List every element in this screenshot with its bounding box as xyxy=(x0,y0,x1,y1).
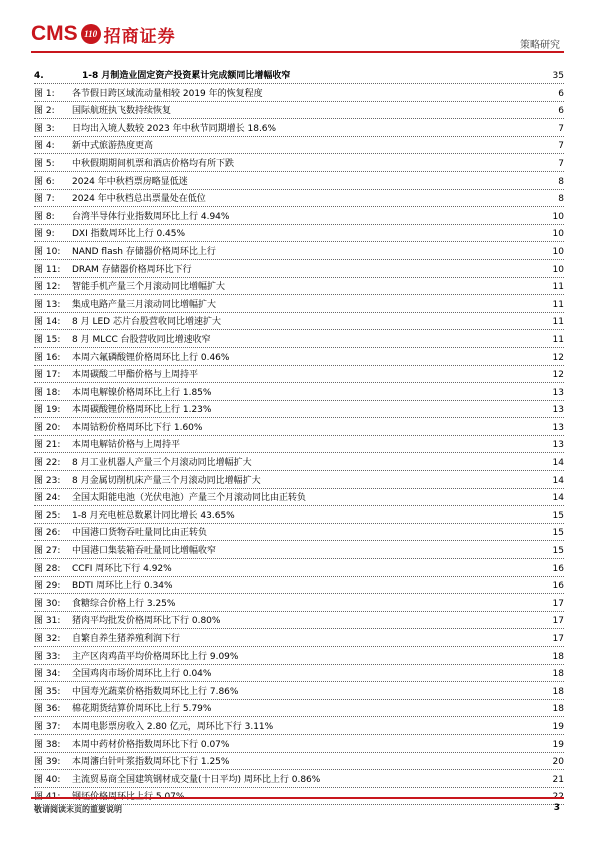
toc-figure-index: 图 33: xyxy=(34,651,61,662)
toc-figure-label: 8 月 LED 芯片台股营收同比增速扩大 xyxy=(72,317,221,328)
toc-figure-page: 12 xyxy=(552,352,564,363)
report-category: 策略研究 xyxy=(520,40,560,51)
toc-figure-label: 自繁自养生猪养殖利润下行 xyxy=(72,634,181,644)
toc-figure-index: 图 2: xyxy=(34,106,55,117)
toc-figure-page: 17 xyxy=(552,616,564,627)
toc-figure-entry[interactable] xyxy=(34,366,564,384)
toc-section-entry[interactable] xyxy=(34,62,564,84)
toc-figure-index: 图 28: xyxy=(34,563,61,574)
toc-figure-page: 12 xyxy=(552,370,564,381)
toc-figure-page: 16 xyxy=(552,581,564,592)
toc-figure-entry[interactable] xyxy=(34,682,564,700)
toc-figure-entry[interactable] xyxy=(34,137,564,155)
toc-figure-page: 11 xyxy=(552,282,564,293)
toc-figure-label: 全国鸡肉市场价周环比上行 0.04% xyxy=(72,669,212,680)
toc-figure-label: 2024 年中秋档总出票量处在低位 xyxy=(72,194,206,205)
toc-figure-label: CCFI 周环比下行 4.92% xyxy=(72,563,172,574)
footer-divider xyxy=(31,797,564,799)
toc-figure-page: 7 xyxy=(558,123,564,134)
toc-figure-label: 集成电路产量三月滚动同比增幅扩大 xyxy=(72,299,217,310)
toc-figure-page: 19 xyxy=(552,739,564,750)
toc-figure-index: 图 32: xyxy=(34,634,61,644)
toc-figure-entry[interactable] xyxy=(34,665,564,683)
toc-figure-label: 本周六氟磷酸锂价格周环比上行 0.46% xyxy=(72,352,230,363)
toc-figure-page: 17 xyxy=(552,634,564,644)
toc-figure-label: 中国港口集装箱吞吐量同比增幅收窄 xyxy=(72,546,217,557)
toc-figure-index: 图 3: xyxy=(34,123,55,134)
toc-figure-entry[interactable] xyxy=(34,154,564,172)
toc-figure-page: 14 xyxy=(552,458,564,469)
toc-figure-page: 18 xyxy=(552,704,564,715)
toc-figure-label: 各节假日跨区域流动量相较 2019 年的恢复程度 xyxy=(72,88,263,99)
toc-figure-label: 食糖综合价格上行 3.25% xyxy=(72,598,176,609)
toc-figure-index: 图 34: xyxy=(34,669,61,680)
toc-figure-page: 18 xyxy=(552,669,564,680)
toc-figure-label: 本周碳酸二甲酯价格与上周持平 xyxy=(72,370,199,381)
toc-figure-entry[interactable] xyxy=(34,647,564,665)
toc-figure-label: 主产区肉鸡苗平均价格周环比上行 9.09% xyxy=(72,651,239,662)
toc-figure-index: 图 24: xyxy=(34,493,61,504)
toc-figure-page: 6 xyxy=(558,88,564,99)
toc-figure-label xyxy=(72,789,184,802)
toc-figure-index: 图 12: xyxy=(34,282,61,293)
toc-figure-label: 本周中药材价格指数周环比下行 0.07% xyxy=(72,739,230,750)
toc-figure-entry[interactable] xyxy=(34,102,564,120)
toc-figure-index: 图 1: xyxy=(34,88,55,99)
toc-figure-page: 20 xyxy=(552,757,564,768)
toc-figure-index: 图 27: xyxy=(34,546,61,557)
figure-list xyxy=(34,84,564,805)
toc-figure-entry[interactable] xyxy=(34,594,564,612)
toc-figure-entry[interactable] xyxy=(34,524,564,542)
toc-figure-page: 15 xyxy=(552,546,564,557)
toc-figure-page: 8 xyxy=(558,176,564,187)
toc-figure-label: 国际航班执飞数持续恢复 xyxy=(72,106,172,117)
toc-figure-entry[interactable] xyxy=(34,295,564,313)
toc-figure-label: 中国寿光蔬菜价格指数周环比上行 7.86% xyxy=(72,686,239,697)
toc-figure-entry[interactable] xyxy=(34,629,564,647)
toc-figure-label: 1-8 月充电桩总数累计同比增长 43.65% xyxy=(72,510,235,521)
toc-figure-entry[interactable] xyxy=(34,770,564,788)
toc-figure-index: 图 18: xyxy=(34,387,61,398)
toc-figure-page: 19 xyxy=(552,721,564,732)
logo-cms-text: CMS xyxy=(31,22,78,45)
toc-figure-entry[interactable] xyxy=(34,753,564,771)
toc-figure-entry[interactable] xyxy=(34,559,564,577)
toc-figure-label: NAND flash 存储器价格周环比上行 xyxy=(72,246,216,257)
toc-figure-entry[interactable] xyxy=(34,700,564,718)
toc-figure-page: 13 xyxy=(552,440,564,451)
toc-figure-label: 新中式旅游热度更高 xyxy=(72,141,154,152)
toc-figure-label: 本周电解钴价格与上周持平 xyxy=(72,440,181,451)
toc-figure-index: 图 35: xyxy=(34,686,61,697)
toc-figure-index xyxy=(34,789,72,802)
toc-figure-label: 8 月工业机器人产量三个月滚动同比增幅扩大 xyxy=(72,458,252,469)
toc-figure-label: 日均出入境人数较 2023 年中秋节同期增长 18.6% xyxy=(72,123,277,134)
toc-figure-index: 图 14: xyxy=(34,317,61,328)
toc-section-page: 35 xyxy=(552,71,564,81)
toc-figure-entry[interactable] xyxy=(34,330,564,348)
toc-figure-index: 图 8: xyxy=(34,211,55,222)
toc-figure-entry[interactable] xyxy=(34,436,564,454)
logo-chinese-name: 招商证券 xyxy=(103,26,176,47)
toc-figure-entry[interactable] xyxy=(34,313,564,331)
toc-figure-index: 图 37: xyxy=(34,721,61,732)
toc-figure-entry[interactable] xyxy=(34,577,564,595)
toc-figure-page: 13 xyxy=(552,405,564,416)
toc-figure-index: 图 22: xyxy=(34,458,61,469)
toc-figure-entry[interactable] xyxy=(34,612,564,630)
toc-figure-page: 18 xyxy=(552,651,564,662)
toc-figure-entry[interactable] xyxy=(34,418,564,436)
toc-figure-entry[interactable] xyxy=(34,489,564,507)
toc-figure-label: 棉花期货结算价周环比上行 5.79% xyxy=(72,704,212,715)
toc-figure-entry[interactable] xyxy=(34,119,564,137)
toc-figure-index: 图 31: xyxy=(34,616,61,627)
toc-figure-index: 图 11: xyxy=(34,264,61,275)
toc-figure-label: 本周碳酸锂价格周环比上行 1.23% xyxy=(72,405,212,416)
toc-figure-index: 图 15: xyxy=(34,334,61,345)
toc-figure-page: 17 xyxy=(552,598,564,609)
toc-figure-entry[interactable] xyxy=(34,190,564,208)
toc-figure-index: 图 30: xyxy=(34,598,61,609)
page-number: 3 xyxy=(553,803,560,813)
toc-figure-index: 图 29: xyxy=(34,581,61,592)
toc-figure-label: 猪肉平均批发价格周环比下行 0.80% xyxy=(72,616,221,627)
toc-figure-index: 图 39: xyxy=(34,757,61,768)
toc-figure-page: 10 xyxy=(552,264,564,275)
toc-figure-page: 21 xyxy=(552,774,564,785)
toc-figure-index: 图 4: xyxy=(34,141,55,152)
toc-figure-entry[interactable] xyxy=(34,383,564,401)
toc-figure-entry[interactable] xyxy=(34,242,564,260)
toc-figure-label: 本周钴粉价格周环比下行 1.60% xyxy=(72,422,203,433)
toc-figure-page: 15 xyxy=(552,528,564,539)
toc-figure-page: 14 xyxy=(552,493,564,504)
company-logo xyxy=(31,22,176,46)
toc-figure-label: DRAM 存储器价格周环比下行 xyxy=(72,264,192,275)
toc-figure-page: 7 xyxy=(558,158,564,169)
toc-figure-page: 13 xyxy=(552,387,564,398)
toc-figure-index: 图 7: xyxy=(34,194,55,205)
toc-figure-page: 11 xyxy=(552,299,564,310)
toc-figure-index: 图 38: xyxy=(34,739,61,750)
toc-figure-entry[interactable] xyxy=(34,172,564,190)
toc-figure-page: 10 xyxy=(552,229,564,240)
toc-figure-entry[interactable] xyxy=(34,453,564,471)
toc-figure-label: 本周电解镍价格周环比上行 1.85% xyxy=(72,387,212,398)
toc-figure-index: 图 21: xyxy=(34,440,61,451)
toc-figure-page: 10 xyxy=(552,246,564,257)
toc-figure-label: 中秋假期期间机票和酒店价格均有所下跌 xyxy=(72,158,235,169)
logo-mark-icon: 110 xyxy=(81,24,101,44)
toc-figure-label: 本周瀋白针叶浆指数周环比下行 1.25% xyxy=(72,757,230,768)
toc-figure-entry[interactable] xyxy=(34,401,564,419)
toc-figure-label: 主流贸易商全国建筑钢材成交量(十日平均) 周环比上行 0.86% xyxy=(72,774,321,785)
toc-figure-entry[interactable] xyxy=(34,278,564,296)
toc-figure-page: 11 xyxy=(552,334,564,345)
toc-figure-entry[interactable] xyxy=(34,207,564,225)
toc-figure-label: BDTI 周环比上行 0.34% xyxy=(72,581,173,592)
toc-figure-index: 图 19: xyxy=(34,405,61,416)
toc-figure-entry[interactable] xyxy=(34,348,564,366)
toc-figure-page: 15 xyxy=(552,510,564,521)
toc-figure-index: 图 20: xyxy=(34,422,61,433)
toc-figure-entry[interactable] xyxy=(34,471,564,489)
toc-figure-entry[interactable] xyxy=(34,506,564,524)
toc-figure-index: 图 36: xyxy=(34,704,61,715)
toc-figure-label: 中国港口货物吞吐量同比由正转负 xyxy=(72,528,208,539)
toc-figure-label: 8 月 MLCC 台股营收同比增速收窄 xyxy=(72,334,211,345)
toc-figure-entry[interactable] xyxy=(34,84,564,102)
toc-figure-page: 14 xyxy=(552,475,564,486)
toc-figure-page: 6 xyxy=(558,106,564,117)
toc-figure-label: 本周电影票房收入 2.80 亿元，周环比下行 3.11% xyxy=(72,721,274,732)
header-divider xyxy=(31,51,564,53)
toc-figure-entry[interactable] xyxy=(34,541,564,559)
toc-figure-label: 台湾半导体行业指数周环比上行 4.94% xyxy=(72,211,230,222)
toc-figure-label: 智能手机产量三个月滚动同比增幅扩大 xyxy=(72,282,226,293)
toc-figure-index: 图 9: xyxy=(34,229,55,240)
toc-figure-label: 全国太阳能电池（光伏电池）产量三个月滚动同比由正转负 xyxy=(72,493,307,504)
toc-figure-index: 图 17: xyxy=(34,370,61,381)
toc-figure-index: 图 5: xyxy=(34,158,55,169)
toc-figure-entry[interactable] xyxy=(34,735,564,753)
toc-figure-page: 11 xyxy=(552,317,564,328)
toc-figure-index: 图 13: xyxy=(34,299,61,310)
toc-figure-page: 18 xyxy=(552,686,564,697)
toc-figure-entry[interactable] xyxy=(34,225,564,243)
toc-figure-index: 图 40: xyxy=(34,774,61,785)
table-of-contents xyxy=(34,62,564,805)
toc-figure-page: 13 xyxy=(552,422,564,433)
toc-figure-page: 8 xyxy=(558,194,564,205)
toc-section-index: 4. xyxy=(34,71,44,81)
toc-figure-index: 图 26: xyxy=(34,528,61,539)
toc-figure-index: 图 6: xyxy=(34,176,55,187)
toc-figure-page: 7 xyxy=(558,141,564,152)
toc-section-label: 1-8 月制造业固定资产投资累计完成额同比增幅收窄 xyxy=(82,71,291,81)
toc-figure-index: 图 16: xyxy=(34,352,61,363)
toc-figure-entry[interactable] xyxy=(34,717,564,735)
toc-figure-index: 图 10: xyxy=(34,246,61,257)
toc-figure-label: 8 月金属切削机床产量三个月滚动同比增幅扩大 xyxy=(72,475,261,486)
toc-figure-label: DXI 指数周环比上行 0.45% xyxy=(72,229,186,240)
toc-figure-page: 16 xyxy=(552,563,564,574)
toc-figure-entry[interactable] xyxy=(34,260,564,278)
toc-figure-index: 图 25: xyxy=(34,510,61,521)
toc-figure-label: 2024 年中秋档票房略显低迷 xyxy=(72,176,188,187)
toc-figure-page: 10 xyxy=(552,211,564,222)
toc-figure-index: 图 23: xyxy=(34,475,61,486)
footer-disclaimer: 敬请阅读末页的重要说明 xyxy=(34,805,122,814)
